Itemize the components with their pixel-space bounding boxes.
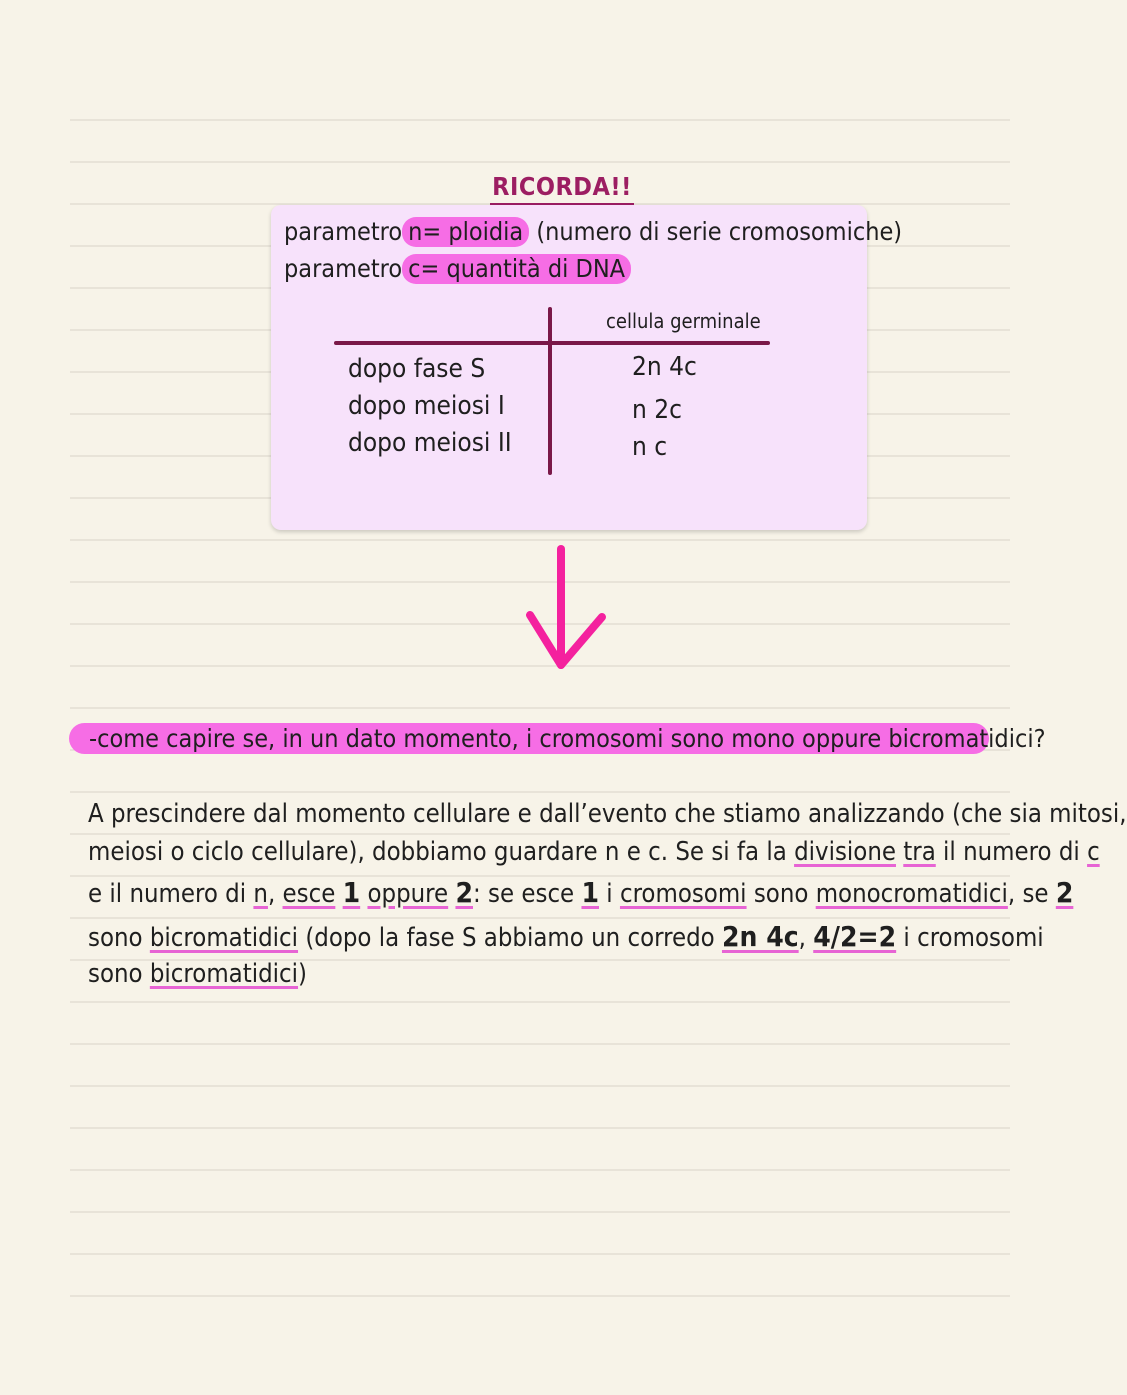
paragraph-line-3: e il numero di n, esce 1 oppure 2: se esce 1 i cromosomi sono monocromatidici, se 2 (88, 876, 1074, 909)
table-row-value: n 2c (632, 395, 682, 425)
param-n-prefix: parametro (284, 217, 403, 246)
paragraph-line-2: meiosi o ciclo cellulare), dobbiamo guardare n e c. Se si fa la divisione tra il numero di c (88, 837, 1100, 867)
param-c-line (284, 253, 631, 285)
table-row-value: n c (632, 432, 668, 462)
param-n-line (284, 216, 902, 248)
paragraph-line-5: sono bicromatidici) (88, 959, 307, 989)
paragraph-line-1: A prescindere dal momento cellulare e dall’evento che stiamo analizzando (che sia mitosi, (88, 799, 1127, 829)
param-n-highlight: n= ploidia (402, 217, 529, 247)
param-n-description: (numero di serie cromosomiche) (536, 217, 903, 246)
table-column-header: cellula germinale (606, 309, 761, 333)
table-row-label: dopo meiosi I (348, 391, 505, 421)
table-row-label: dopo meiosi II (348, 428, 512, 458)
question-banner: -come capire se, in un dato momento, i cromosomi sono mono oppure bicromatidici? (69, 723, 989, 754)
param-c-prefix: parametro (284, 254, 403, 283)
table-row-label: dopo fase S (348, 354, 486, 384)
arrow-down-icon (522, 545, 612, 675)
table-row-value: 2n 4c (632, 352, 697, 382)
paragraph-line-4: sono bicromatidici (dopo la fase S abbiamo un corredo 2n 4c, 4/2=2 i cromosomi (88, 920, 1044, 953)
ricorda-title: RICORDA!! (0, 172, 1080, 201)
table-vertical-rule (548, 307, 552, 475)
param-c-highlight: c= quantità di DNA (402, 254, 631, 284)
table-horizontal-rule (334, 341, 770, 345)
